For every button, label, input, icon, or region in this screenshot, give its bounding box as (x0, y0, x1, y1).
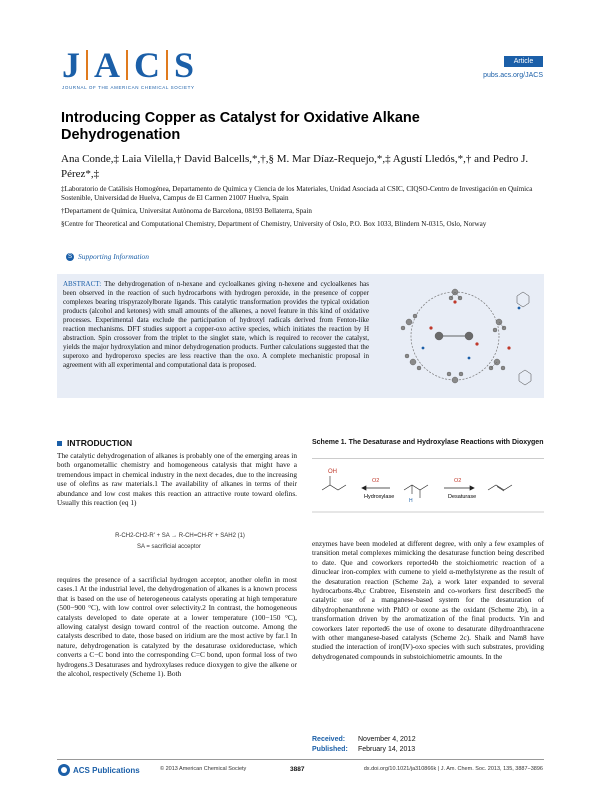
received-row (312, 735, 416, 745)
abstract-body: The dehydrogenation of n-hexane and cycloalkanes giving n-hexene and cycloalkenes has been observed in the reaction of such hydrocarbons with hydrogen peroxide, in the presence of copper complexes bearing trispyrazolylborate ligands. This catalytic transformation provides the typical oxidation products (alcohol and ketones) with small amounts of the alkenes, a novel feature in this kind of oxidative processes. Experimental data exclude the participation of hydroxyl radicals derived from Fenton-like reaction mechanisms. DFT studies support a copper-oxo active species, which initiates the reaction by H abstraction. Spin crossover from the triplet to the singlet state, which is required to recover the catalyst, yields the major hydroxylation and minor dehydrogenation products. Further calculations suggested that the superoxo and hydroperoxo species are less reactive than the oxo. A complete mechanistic proposal in agreement with all experimental and computational data is proposed. (63, 280, 369, 369)
affiliations (61, 185, 541, 233)
acs-publications-logo (58, 764, 140, 776)
reagent-right: O2 (454, 478, 462, 484)
abstract-box (57, 274, 544, 398)
hydroxylation-product (322, 476, 346, 490)
journal-name: JOURNAL OF THE AMERICAN CHEMICAL SOCIETY (62, 85, 195, 90)
acs-publications-label: ACS Publications (73, 765, 140, 775)
scheme-1-graphic (312, 458, 544, 514)
article-title: Introducing Copper as Catalyst for Oxidative Alkane Dehydrogenation (61, 110, 420, 143)
substrate-sketch (517, 292, 531, 385)
intro-paragraph-2: requires the presence of a sacrificial hydrogen acceptor, another olefin in most cases.1 At the industrial level, the dehydrogenation of alkanes is a known process that is based on the use of heterogeneous catalysts operating at high temperature (500−900 °C), with low control over selectivity.2 In contrast, the homogeneous catalysts developed to date operate at a lower temperature (100−150 °C), allowing catalyst design toward control of the reaction outcome. Among the catalysts described to date, those based on iridium are the most active by far.1 In nature, dehydrogenation is catalyzed by the desaturase oxidoreductase, which converts a C−C bond into the corresponding C=C bond, upon formal loss of two hydrogens.3 Desaturases and hydroxylases reduce dioxygen to give the alkene or the alcohol, respectively (Scheme 1). Both (57, 575, 297, 679)
logo-letter-s: S (174, 45, 195, 85)
page-number: 3887 (290, 766, 305, 773)
equation-text: R-CH2-CH2-R' + SA → R-CH=CH-R' + SAH2 (1) (115, 533, 245, 539)
hydroxylase-arrow (362, 486, 390, 490)
supporting-info-icon: S (67, 253, 72, 260)
equation-note: SA = sacrificial acceptor (137, 544, 201, 550)
oh-label: OH (328, 469, 337, 475)
received-label: Received: (312, 736, 346, 743)
toc-graphic (369, 278, 541, 394)
published-date: February 14, 2013 (358, 746, 416, 753)
desaturase-label: Desaturase (448, 494, 477, 500)
affiliation-barcelona: †Departament de Química, Universitat Autònoma de Barcelona, 08193 Bellaterra, Spain (61, 207, 312, 215)
author-list: Ana Conde,‡ Laia Vilella,† David Balcells,*,†,§ M. Mar Díaz-Requejo,*,‡ Agustí Lledós,*,† and Pedro J. Pérez*,‡ (61, 153, 529, 180)
supporting-information-link[interactable] (66, 252, 149, 261)
copyright-notice: © 2013 American Chemical Society (160, 766, 247, 772)
affiliation-oslo: §Centre for Theoretical and Computational Chemistry, Department of Chemistry, University of Oslo, P.O. Box 1033, Blindern N-0315, Oslo, Norway (61, 220, 487, 228)
introduction-heading (57, 438, 132, 448)
footer-divider (57, 759, 544, 760)
journal-url-link[interactable]: pubs.acs.org/JACS (483, 72, 543, 79)
logo-letter-c: C (134, 45, 160, 85)
publication-dates (312, 735, 416, 755)
supporting-info-label: Supporting Information (78, 252, 150, 261)
logo-letter-j: J (62, 45, 80, 85)
desaturase-arrow (444, 486, 474, 490)
jacs-logo (62, 47, 194, 83)
intro-paragraph-1: The catalytic dehydrogenation of alkanes is probably one of the emerging areas in both organometallic chemistry and homogeneous catalysis that might have a tremendous impact in chemical industry in the next decades, due to the increasing use of olefins as raw materials.1 The availability of alkanes in terms of their abundance and low cost makes this reaction an attractive route toward olefins. Usually this reaction (eq 1) (57, 451, 297, 508)
published-label: Published: (312, 746, 348, 753)
h-label-substrate: H (409, 498, 413, 504)
logo-divider (166, 50, 168, 80)
article-type-badge: Article (504, 56, 543, 67)
acs-icon (58, 764, 70, 776)
received-date: November 4, 2012 (358, 736, 416, 743)
equation-1 (75, 533, 285, 563)
published-row (312, 745, 416, 755)
right-column-text: enzymes have been modeled at different degree, with only a few examples of transition metal complexes mimicking the desaturase function being described to date. Que and coworkers reported4b the stoichiometric reaction of a dinuclear iron-complex with cumene to yield α-methylstyrene as the result of the desaturation reaction (Scheme 2a), a work later expanded to several hydrocarbons.4b,c Crabtree, Eisenstein and co-workers first described5 the catalytic use of a manganese-based system for the desaturation of dihydrophenanthrene with PhIO or oxone as the oxidant (Scheme 2b), in a transformation driven by the aromatization of the final products. Yin and coworkers later reported6 the use of oxone to desaturate dihydroanthracene with other manganese-based catalysts (Scheme 2c). Shaik and Nam8 have studied the interaction of iron(IV)-oxo species with such substrates, providing dehydrogenated compounds in substoichiometric amounts. In the (312, 539, 544, 661)
molecular-structures (401, 289, 506, 383)
abstract-text (63, 280, 369, 370)
introduction-heading-text: INTRODUCTION (67, 438, 133, 448)
desaturation-product (488, 485, 512, 491)
scheme-1-title: Scheme 1. The Desaturase and Hydroxylase Reactions with Dioxygen (312, 439, 544, 446)
doi-citation[interactable]: dx.doi.org/10.1021/ja310866k | J. Am. Chem. Soc. 2013, 135, 3887−3896 (363, 766, 543, 772)
logo-divider (86, 50, 88, 80)
substrate (404, 485, 428, 498)
reagent-left: O2 (372, 478, 380, 484)
logo-letter-a: A (94, 45, 120, 85)
section-square-icon (57, 441, 62, 446)
logo-divider (126, 50, 128, 80)
hydroxylase-label: Hydroxylase (364, 494, 395, 500)
abstract-heading: ABSTRACT: (63, 280, 102, 288)
affiliation-huelva: ‡Laboratorio de Catálisis Homogénea, Departamento de Química y Ciencia de los Materiales, Unidad Asociada al CSIC, CIQSO-Centro de Investigación en Química Sostenible, Universidad de Huelva, Campus de El Carmen 21007 Huelva, Spain (61, 185, 533, 202)
